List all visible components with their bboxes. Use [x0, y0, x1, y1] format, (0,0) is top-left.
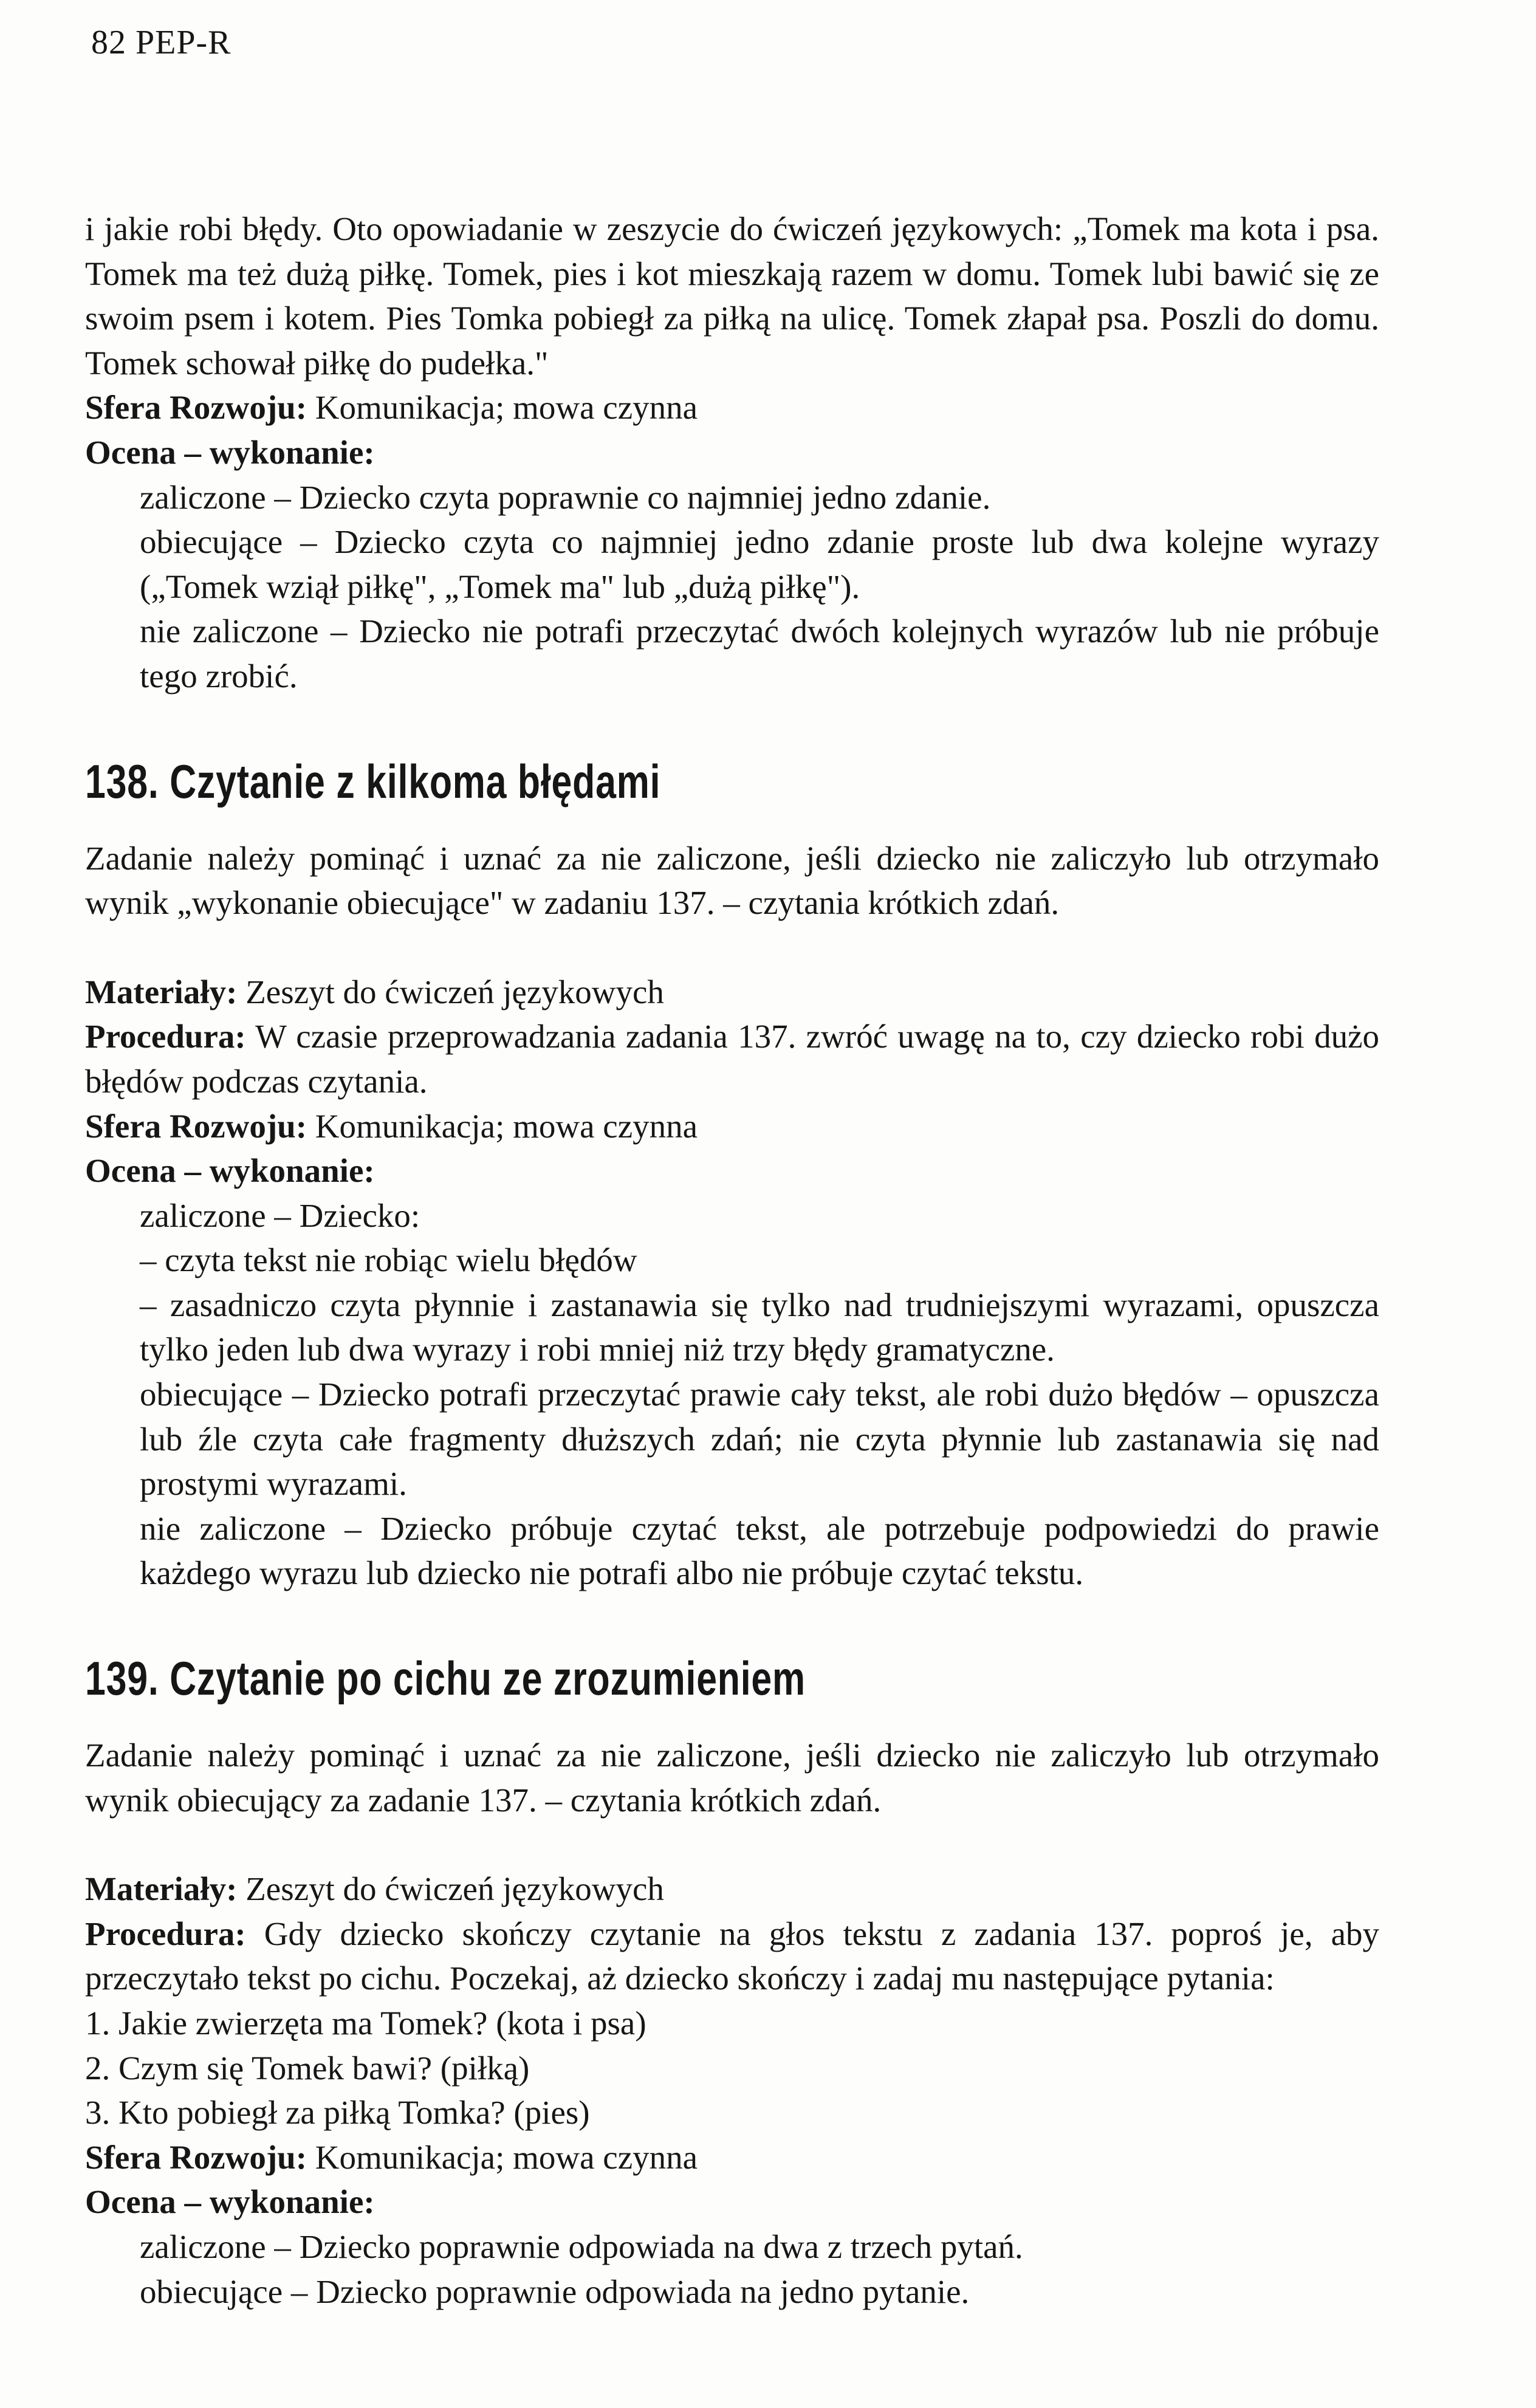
- materialy-label: Materiały:: [85, 1870, 238, 1908]
- page-number: 82: [91, 24, 126, 61]
- sfera-value: Komunikacja; mowa czynna: [307, 389, 698, 427]
- procedura-value: W czasie przeprowadzania zadania 137. zwróć uwagę na to, czy dziecko robi dużo błędów podczas czytania.: [85, 1018, 1379, 1100]
- sfera-label: Sfera Rozwoju:: [85, 389, 307, 427]
- score-nie-zaliczone: nie zaliczone – Dziecko nie potrafi przeczytać dwóch kolejnych wyrazów lub nie próbuje tego zrobić.: [140, 612, 1379, 695]
- sfera-rozwoju: [85, 385, 1379, 430]
- sfera-label: Sfera Rozwoju:: [85, 1107, 307, 1145]
- sfera-value: Komunikacja; mowa czynna: [307, 2138, 698, 2176]
- procedura-label: Procedura:: [85, 1018, 246, 1055]
- score-zaliczone: zaliczone – Dziecko poprawnie odpowiada na dwa z trzech pytań.: [140, 2228, 1023, 2265]
- section-139-intro: Zadanie należy pominąć i uznać za nie zaliczone, jeśli dziecko nie zaliczyło lub otrzymało wynik obiecujący za zadanie 137. – czytania krótkich zdań.: [85, 1737, 1379, 1819]
- materialy-value: Zeszyt do ćwiczeń językowych: [237, 1870, 664, 1908]
- section-heading-139: 139. Czytanie po cichu ze zrozumieniem: [85, 1652, 806, 1706]
- section-138-materialy: [85, 970, 1379, 1015]
- score-obiecujace: obiecujące – Dziecko czyta co najmniej jedno zdanie proste lub dwa kolejne wyrazy („Tomek wziął piłkę", „Tomek ma" lub „dużą piłkę").: [140, 523, 1379, 605]
- score-zaliczone-point: – zasadniczo czyta płynnie i zastanawia się tylko nad trudniejszymi wyrazami, opuszcza tylko jeden lub dwa wyrazy i robi mniej niż trzy błędy gramatyczne.: [140, 1286, 1379, 1368]
- section-139-materialy: [85, 1867, 1379, 1912]
- materialy-value: Zeszyt do ćwiczeń językowych: [237, 973, 664, 1010]
- section-138-intro: Zadanie należy pominąć i uznać za nie zaliczone, jeśli dziecko nie zaliczyło lub otrzymało wynik „wykonanie obiecujące" w zadaniu 137. – czytania krótkich zdań.: [85, 839, 1379, 922]
- page-header: [91, 23, 231, 62]
- score-zaliczone-point: – czyta tekst nie robiąc wielu błędów: [140, 1241, 637, 1279]
- materialy-label: Materiały:: [85, 973, 238, 1010]
- question-item: 1. Jakie zwierzęta ma Tomek? (kota i psa): [85, 2005, 646, 2042]
- section-138-procedura: [85, 1014, 1379, 1103]
- sfera-label: Sfera Rozwoju:: [85, 2138, 307, 2176]
- section-139-ocena-label: Ocena – wykonanie:: [85, 2183, 375, 2221]
- ocena-label: Ocena – wykonanie:: [85, 433, 375, 471]
- section-138-ocena-label: Ocena – wykonanie:: [85, 1152, 375, 1190]
- score-nie-zaliczone: nie zaliczone – Dziecko próbuje czytać tekst, ale potrzebuje podpowiedzi do prawie każdego wyrazu lub dziecko nie potrafi albo nie próbuje czytać tekstu.: [140, 1509, 1379, 1592]
- sfera-value: Komunikacja; mowa czynna: [307, 1107, 698, 1145]
- score-zaliczone: zaliczone – Dziecko:: [140, 1196, 420, 1234]
- intro-paragraph: i jakie robi błędy. Oto opowiadanie w zeszycie do ćwiczeń językowych: „Tomek ma kota i psa. Tomek ma też dużą piłkę. Tomek, pies i kot mieszkają razem w domu. Tomek lubi bawić się ze swoim psem i kotem. Pies Tomka pobiegł za piłką na ulicę. Tomek złapał psa. Poszli do domu. Tomek schował piłkę do pudełka.": [85, 210, 1379, 382]
- section-138-sfera: [85, 1104, 1379, 1149]
- question-item: 3. Kto pobiegł za piłką Tomka? (pies): [85, 2094, 590, 2132]
- score-obiecujace: obiecujące – Dziecko poprawnie odpowiada na jedno pytanie.: [140, 2273, 970, 2310]
- section-139-sfera: [85, 2135, 1379, 2180]
- score-obiecujace: obiecujące – Dziecko potrafi przeczytać prawie cały tekst, ale robi dużo błędów – opuszcza lub źle czyta całe fragmenty dłuższych zdań; nie czyta płynnie lub zastanawia się nad prostymi wyrazami.: [140, 1376, 1379, 1503]
- section-139-procedura: [85, 1912, 1379, 2001]
- score-zaliczone: zaliczone – Dziecko czyta poprawnie co najmniej jedno zdanie.: [140, 478, 991, 516]
- question-item: 2. Czym się Tomek bawi? (piłką): [85, 2049, 530, 2087]
- page-content: [85, 207, 1379, 2314]
- running-title: PEP-R: [135, 24, 231, 61]
- procedura-label: Procedura:: [85, 1915, 246, 1952]
- section-heading-138: 138. Czytanie z kilkoma błędami: [85, 754, 661, 808]
- procedura-value: Gdy dziecko skończy czytanie na głos tekstu z zadania 137. poproś je, aby przeczytało tekst po cichu. Poczekaj, aż dziecko skończy i zadaj mu następujące pytania:: [85, 1915, 1379, 1997]
